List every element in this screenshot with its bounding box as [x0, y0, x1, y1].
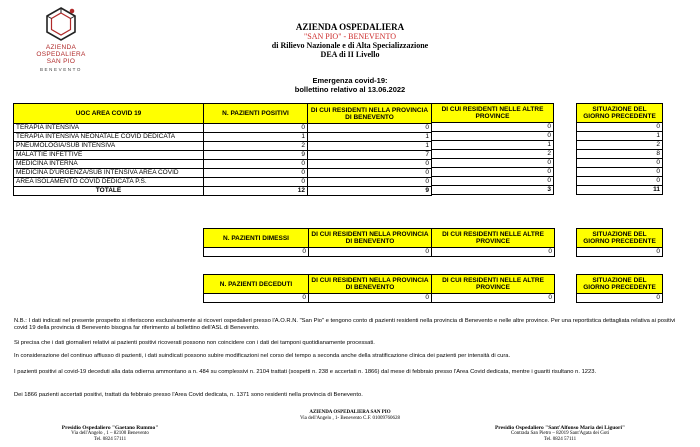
positives-value: 0: [204, 169, 308, 178]
deceased-header-other: DI CUI RESIDENTI NELLE ALTRE PROVINCE: [432, 275, 555, 294]
note-residenti: Dei 1866 pazienti accertati positivi, trattati da febbraio presso l'Area Covid dedicata, n. 1371 sono residenti nella provincia di Benevento.: [14, 392, 363, 398]
table-row: [14, 169, 432, 178]
total-row: [577, 186, 663, 195]
deceased-header-prev: SITUAZIONE DEL GIORNO PRECEDENTE: [577, 275, 663, 294]
main-table: [13, 103, 432, 196]
bn-value: 7: [308, 151, 432, 160]
prev-table-body: [577, 123, 663, 195]
deceased-prev: 0: [577, 294, 663, 303]
other-value: 0: [432, 123, 554, 132]
note-stratificazione: In considerazione del continuo affiusso di pazienti, i dati suindicati possono subire modificazioni nel corso del tempo a seconda anche della stratificazione clinica dei pazienti per intensità di cura.: [14, 353, 511, 359]
other-value: 1: [432, 141, 554, 150]
unit-name: TERAPIA INTENSIVA: [14, 124, 204, 133]
footer-left-tel: Tel. 0824 57111: [93, 437, 127, 442]
positives-value: 0: [204, 178, 308, 187]
table-row: [577, 123, 663, 132]
table-row: [432, 168, 554, 177]
table-row: [14, 124, 432, 133]
header-other: DI CUI RESIDENTI NELLE ALTRE PROVINCE: [432, 104, 554, 123]
table-row: [14, 160, 432, 169]
unit-name: TERAPIA INTENSIVA NEONATALE COVID DEDICATA: [14, 133, 204, 142]
unit-name: MALATTIE INFETTIVE: [14, 151, 204, 160]
footer-center: [230, 410, 470, 422]
header-line-4: DEA di II Livello: [320, 50, 380, 59]
prev-value: 0: [577, 159, 663, 168]
bn-value: 1: [308, 133, 432, 142]
deceased-bn: 0: [309, 294, 432, 303]
prev-table: [576, 103, 663, 195]
footer-left-address: Via dell'Angelo , 1 – 82100 Benevento: [71, 431, 149, 436]
main-table-other: [431, 103, 554, 195]
deceased-count: 0: [204, 294, 309, 303]
prev-value: 2: [577, 141, 663, 150]
main-table-body: [14, 124, 432, 196]
header-subtitle: "SAN PIO" - BENEVENTO: [304, 32, 396, 41]
other-value: 2: [432, 150, 554, 159]
discharged-bn: 0: [309, 248, 432, 257]
unit-name: PNEUMOLOGIA/SUB INTENSIVA: [14, 142, 204, 151]
logo-line-2: OSPEDALIERA: [36, 51, 86, 58]
hexagon-logo-icon: [44, 6, 78, 44]
unit-name: MEDICINA D'URGENZA/SUB INTENSIVA AREA COVID: [14, 169, 204, 178]
discharged-prev: 0: [577, 248, 663, 257]
table-row: [432, 177, 554, 186]
logo-line-1: AZIENDA: [45, 44, 77, 51]
table-row: [432, 123, 554, 132]
footer-right-title: Presidio Ospedaliero "Sant'Alfonso Maria dei Liguori": [494, 425, 626, 431]
total-positives: 12: [204, 187, 308, 196]
other-value: 0: [432, 132, 554, 141]
footer-left: [40, 425, 180, 443]
note-tamponi: Si precisa che i dati giornalieri relativi ai pazienti positivi ricoverati possono non coincidere con i dati dei tamponi quotidianamente processati.: [14, 340, 375, 346]
prev-value: 0: [577, 123, 663, 132]
bn-value: 0: [308, 124, 432, 133]
total-bn: 9: [308, 187, 432, 196]
footer-center-address: Via dell'Angelo , 1- Benevento C.F. 01009760628: [299, 416, 401, 421]
total-prev: 11: [577, 186, 663, 195]
deceased-other: 0: [432, 294, 555, 303]
note-nb: N.B.: I dati indicati nel presente prospetto si riferiscono esclusivamente ai ricoveri ospedalieri presso l'A.O.R.N. "San Pio" e tengono conto di pazienti residenti nella provincia di Benevento e nelle altre province. Per una reportistica dettagliata relativa ai positivi covid 19 della provincia di Benevento bisogna far riferimento al bollettino dell'ASL di Benevento.: [14, 318, 676, 331]
discharged-other: 0: [432, 248, 555, 257]
footer-right-address: Contrada San Pietro – 82019 Sant'Agata dei Goti: [510, 431, 610, 436]
discharged-header-prev: SITUAZIONE DEL GIORNO PRECEDENTE: [577, 229, 663, 248]
bn-value: 0: [308, 169, 432, 178]
other-table-body: [432, 123, 554, 195]
bulletin-line-2: bollettino relativo al 13.06.2022: [294, 85, 406, 94]
header-line-3: di Rilievo Nazionale e di Alta Specializzazione: [271, 41, 429, 50]
document-header: [230, 22, 470, 59]
table-row: [577, 141, 663, 150]
deceased-header-bn: DI CUI RESIDENTI NELLA PROVINCIA DI BENEVENTO: [309, 275, 432, 294]
table-row: [577, 132, 663, 141]
header-unit: UOC AREA COVID 19: [14, 104, 204, 124]
prev-value: 8: [577, 150, 663, 159]
deceased-prev-table: [576, 274, 663, 303]
logo-line-3: SAN PIO: [46, 58, 76, 65]
total-label: TOTALE: [14, 187, 204, 196]
total-other: 3: [432, 186, 554, 195]
footer-right: [470, 425, 650, 443]
table-row: [14, 142, 432, 151]
total-row: [14, 187, 432, 196]
bn-value: 1: [308, 142, 432, 151]
discharged-header-other: DI CUI RESIDENTI NELLE ALTRE PROVINCE: [432, 229, 555, 248]
discharged-count: 0: [204, 248, 309, 257]
positives-value: 0: [204, 160, 308, 169]
footer-right-tel: Tel. 0824 57111: [543, 437, 577, 442]
table-row: [432, 159, 554, 168]
table-row: [577, 168, 663, 177]
table-row: [577, 159, 663, 168]
note-deceduti: I pazienti positivi al covid-19 deceduti alla data odierna ammontano a n. 484 su complessivi n. 2104 trattati (sospetti n. 238 e accertati n. 1866) dal mese di febbraio presso l'Area Covid dedicata, mentre i guariti risultano n. 1223.: [14, 369, 597, 375]
bn-value: 0: [308, 178, 432, 187]
table-row: [14, 178, 432, 187]
prev-value: 1: [577, 132, 663, 141]
table-row: [432, 150, 554, 159]
unit-name: AREA ISOLAMENTO COVID DEDICATA P.S.: [14, 178, 204, 187]
prev-value: 0: [577, 177, 663, 186]
table-row: [577, 150, 663, 159]
table-row: [432, 132, 554, 141]
table-row: [14, 151, 432, 160]
discharged-table: [203, 228, 555, 257]
table-row: [577, 177, 663, 186]
hospital-logo: [28, 6, 94, 76]
header-positives: N. PAZIENTI POSITIVI: [204, 104, 308, 124]
footer-center-title: AZIENDA OSPEDALIERA SAN PIO: [309, 410, 391, 415]
unit-name: MEDICINA INTERNA: [14, 160, 204, 169]
other-value: 0: [432, 177, 554, 186]
positives-value: 2: [204, 142, 308, 151]
bulletin-title: [230, 76, 470, 94]
discharged-prev-table: [576, 228, 663, 257]
prev-value: 0: [577, 168, 663, 177]
other-value: 0: [432, 159, 554, 168]
other-value: 0: [432, 168, 554, 177]
header-prev: SITUAZIONE DEL GIORNO PRECEDENTE: [577, 104, 663, 123]
logo-line-4: BENEVENTO: [39, 67, 83, 72]
discharged-header-count: N. PAZIENTI DIMESSI: [204, 229, 309, 248]
table-row: [432, 141, 554, 150]
positives-value: 1: [204, 133, 308, 142]
header-bn: DI CUI RESIDENTI NELLA PROVINCIA DI BENEVENTO: [308, 104, 432, 124]
bulletin-line-1: Emergenza covid-19:: [312, 76, 388, 85]
footer-left-title: Presidio Ospedaliero "Gaetano Rummo": [61, 425, 159, 431]
discharged-header-bn: DI CUI RESIDENTI NELLA PROVINCIA DI BENEVENTO: [309, 229, 432, 248]
positives-value: 0: [204, 124, 308, 133]
table-row: [14, 133, 432, 142]
bn-value: 0: [308, 160, 432, 169]
total-row: [432, 186, 554, 195]
positives-value: 9: [204, 151, 308, 160]
deceased-table: [203, 274, 555, 303]
deceased-header-count: N. PAZIENTI DECEDUTI: [204, 275, 309, 294]
header-title: AZIENDA OSPEDALIERA: [295, 22, 405, 32]
